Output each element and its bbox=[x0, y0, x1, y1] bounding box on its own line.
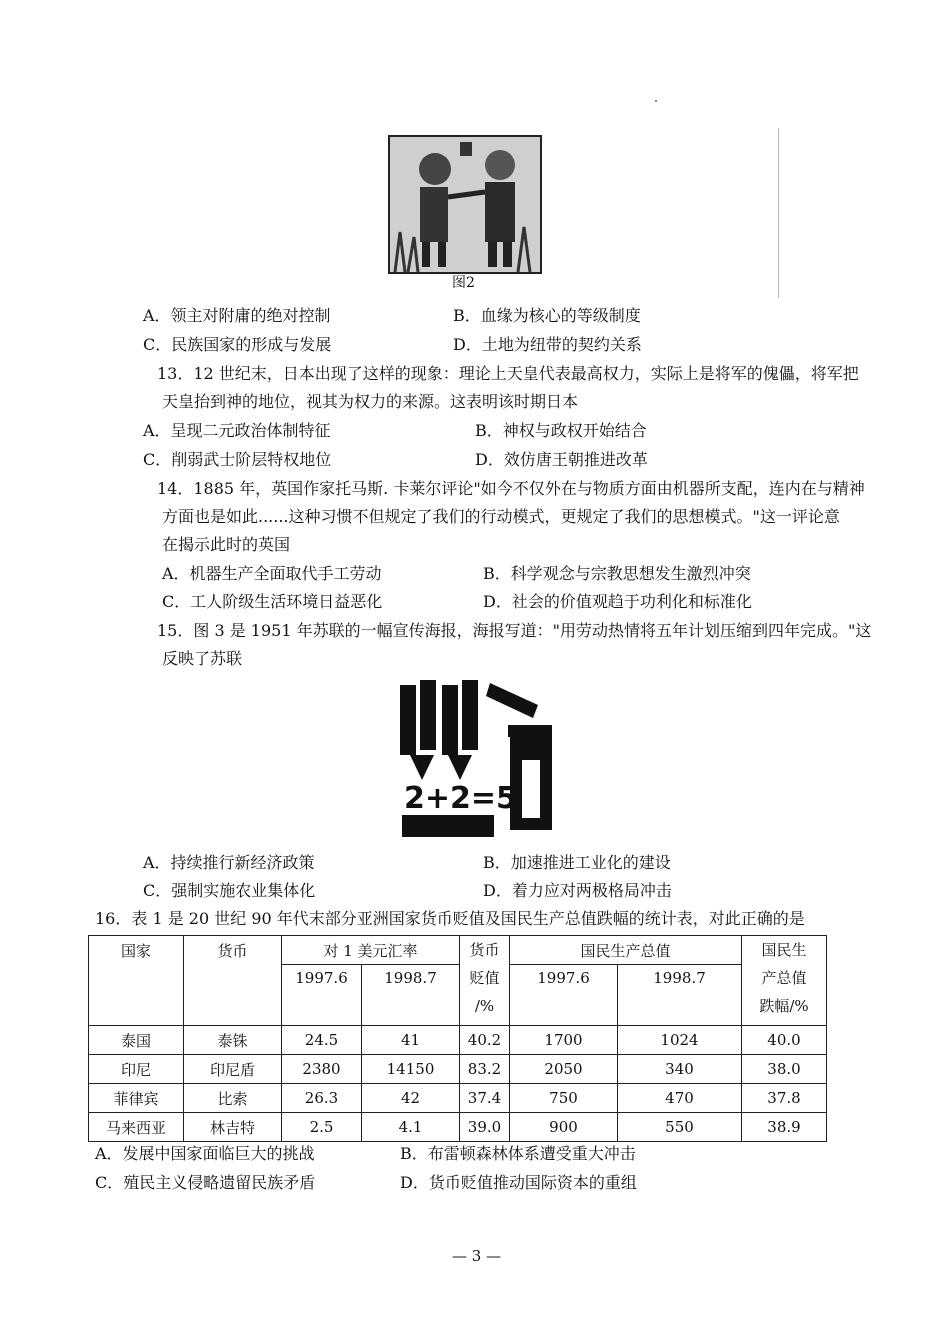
table-row bbox=[89, 1026, 827, 1055]
cell: 2050 bbox=[510, 1055, 618, 1084]
q15-option-c: C．强制实施农业集体化 bbox=[143, 881, 316, 900]
cell: 39.0 bbox=[460, 1113, 510, 1142]
cell: 750 bbox=[510, 1084, 618, 1113]
q14-option-c: C．工人阶级生活环境日益恶化 bbox=[162, 592, 383, 611]
q12-option-d: D．土地为纽带的契约关系 bbox=[453, 335, 642, 354]
cell: 14150 bbox=[362, 1055, 460, 1084]
q13-option-b: B．神权与政权开始结合 bbox=[475, 421, 647, 440]
header-currency: 货币 bbox=[184, 936, 282, 1026]
figure-3-poster bbox=[398, 680, 556, 840]
q12-option-a: A．领主对附庸的绝对控制 bbox=[143, 306, 331, 325]
cell: 40.2 bbox=[460, 1026, 510, 1055]
header-devaluation-line3: /% bbox=[474, 997, 495, 1015]
page-number: — 3 — bbox=[452, 1247, 502, 1265]
q15-option-a: A．持续推行新经济政策 bbox=[143, 853, 315, 872]
q15-option-d: D．着力应对两极格局冲击 bbox=[483, 881, 672, 900]
cell: 26.3 bbox=[282, 1084, 362, 1113]
header-gnp-drop-line1: 国民生 bbox=[761, 941, 807, 959]
cell: 38.9 bbox=[742, 1113, 827, 1142]
cell: 印尼 bbox=[89, 1055, 184, 1084]
cell: 24.5 bbox=[282, 1026, 362, 1055]
cell: 1024 bbox=[618, 1026, 742, 1055]
q14-option-b: B．科学观念与宗教思想发生激烈冲突 bbox=[483, 564, 751, 583]
cell: 40.0 bbox=[742, 1026, 827, 1055]
poster-illustration bbox=[398, 680, 556, 840]
q14-stem-line3: 在揭示此时的英国 bbox=[162, 535, 291, 554]
data-table-1 bbox=[88, 935, 827, 1142]
q16-stem: 16．表 1 是 20 世纪 90 年代末部分亚洲国家货币贬值及国民生产总值跌幅的统计表，对此正确的是 bbox=[95, 909, 805, 928]
q13-option-d: D．效仿唐王朝推进改革 bbox=[475, 450, 648, 469]
figure-2-image bbox=[388, 135, 542, 274]
figure-2-caption: 图2 bbox=[452, 275, 475, 291]
header-rate-1998: 1998.7 bbox=[362, 965, 460, 1026]
header-gnp-drop-line3: 跌幅/% bbox=[759, 997, 809, 1015]
cell: 2380 bbox=[282, 1055, 362, 1084]
cell: 42 bbox=[362, 1084, 460, 1113]
cell: 1700 bbox=[510, 1026, 618, 1055]
cell: 900 bbox=[510, 1113, 618, 1142]
cell: 37.4 bbox=[460, 1084, 510, 1113]
q13-option-a: A．呈现二元政治体制特征 bbox=[143, 421, 331, 440]
cell: 37.8 bbox=[742, 1084, 827, 1113]
scan-speck bbox=[655, 100, 657, 102]
header-gnp-1998: 1998.7 bbox=[618, 965, 742, 1026]
q13-stem-line2: 天皇抬到神的地位，视其为权力的来源。这表明该时期日本 bbox=[162, 392, 579, 411]
q16-option-b: B．布雷顿森林体系遭受重大冲击 bbox=[400, 1144, 636, 1163]
header-country: 国家 bbox=[89, 936, 184, 1026]
cell: 38.0 bbox=[742, 1055, 827, 1084]
cell: 印尼盾 bbox=[184, 1055, 282, 1084]
header-devaluation bbox=[460, 936, 510, 1026]
table-row bbox=[89, 1084, 827, 1113]
q12-option-b: B．血缘为核心的等级制度 bbox=[453, 306, 641, 325]
q13-option-c: C．削弱武士阶层特权地位 bbox=[143, 450, 332, 469]
q14-stem-line2: 方面也是如此......这种习惯不但规定了我们的行动模式，更规定了我们的思想模式。"这一评论意 bbox=[162, 507, 840, 526]
cell: 83.2 bbox=[460, 1055, 510, 1084]
header-devaluation-line1: 货币 bbox=[469, 941, 500, 959]
q15-option-b: B．加速推进工业化的建设 bbox=[483, 853, 671, 872]
header-gnp-1997: 1997.6 bbox=[510, 965, 618, 1026]
q15-stem-line2: 反映了苏联 bbox=[162, 649, 243, 668]
q14-option-d: D．社会的价值观趋于功利化和标准化 bbox=[483, 592, 752, 611]
q15-stem-line1: 15．图 3 是 1951 年苏联的一幅宣传海报，海报写道："用劳动热情将五年计划压缩到四年完成。"这 bbox=[157, 621, 872, 640]
scan-edge-line bbox=[778, 128, 779, 298]
cell: 470 bbox=[618, 1084, 742, 1113]
q16-option-c: C．殖民主义侵略遗留民族矛盾 bbox=[95, 1173, 316, 1192]
cell: 4.1 bbox=[362, 1113, 460, 1142]
header-devaluation-line2: 贬值 bbox=[469, 969, 500, 987]
figure-2-illustration bbox=[390, 137, 540, 272]
header-gnp: 国民生产总值 bbox=[510, 936, 742, 965]
cell: 340 bbox=[618, 1055, 742, 1084]
q14-stem-line1: 14．1885 年，英国作家托马斯. 卡莱尔评论"如今不仅外在与物质方面由机器所支配，连内在与精神 bbox=[157, 479, 865, 498]
q16-option-a: A．发展中国家面临巨大的挑战 bbox=[95, 1144, 315, 1163]
cell: 比索 bbox=[184, 1084, 282, 1113]
header-exchange-rate: 对 1 美元汇率 bbox=[282, 936, 460, 965]
cell: 菲律宾 bbox=[89, 1084, 184, 1113]
header-gnp-drop-line2: 产总值 bbox=[761, 969, 807, 987]
header-gnp-drop bbox=[742, 936, 827, 1026]
table-row bbox=[89, 1113, 827, 1142]
cell: 41 bbox=[362, 1026, 460, 1055]
cell: 2.5 bbox=[282, 1113, 362, 1142]
cell: 马来西亚 bbox=[89, 1113, 184, 1142]
poster-equation: 2+2=5 bbox=[404, 781, 517, 816]
q16-option-d: D．货币贬值推动国际资本的重组 bbox=[400, 1173, 637, 1192]
q13-stem-line1: 13．12 世纪末，日本出现了这样的现象：理论上天皇代表最高权力，实际上是将军的傀儡，将军把 bbox=[157, 364, 859, 383]
cell: 550 bbox=[618, 1113, 742, 1142]
cell: 泰国 bbox=[89, 1026, 184, 1055]
cell: 林吉特 bbox=[184, 1113, 282, 1142]
q12-option-c: C．民族国家的形成与发展 bbox=[143, 335, 332, 354]
table-row bbox=[89, 1055, 827, 1084]
header-rate-1997: 1997.6 bbox=[282, 965, 362, 1026]
q14-option-a: A．机器生产全面取代手工劳动 bbox=[162, 564, 382, 583]
cell: 泰铢 bbox=[184, 1026, 282, 1055]
